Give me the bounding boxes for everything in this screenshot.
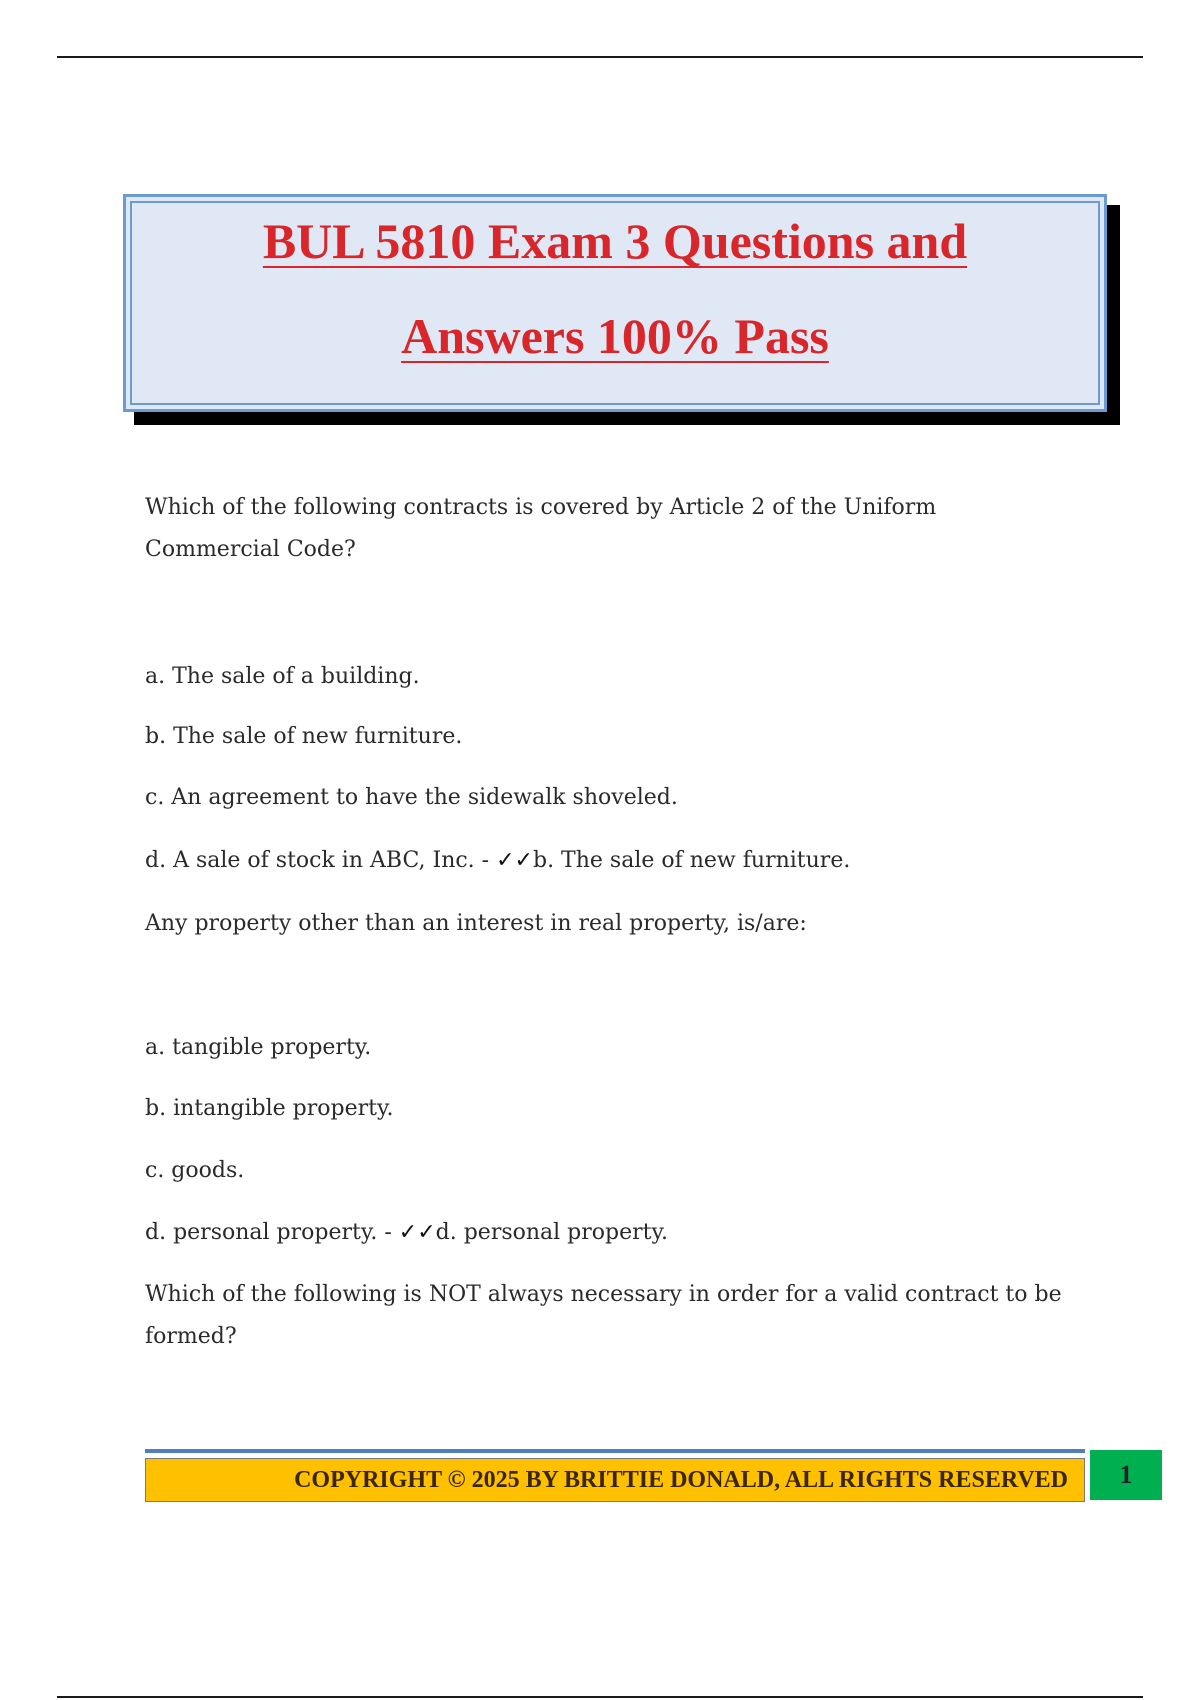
question-2-option-a: a. tangible property. <box>145 1035 372 1060</box>
check-mark-icon: ✓✓ <box>398 1220 436 1245</box>
question-2-answer: d. personal property. <box>435 1220 668 1245</box>
check-mark-icon: ✓✓ <box>496 848 533 873</box>
question-1-option-d-text: d. A sale of stock in ABC, Inc. - <box>145 848 497 873</box>
question-1-option-c: c. An agreement to have the sidewalk shoveled. <box>145 785 678 810</box>
question-2-option-b: b. intangible property. <box>145 1096 394 1121</box>
question-2-option-d <box>145 1212 1075 1254</box>
question-1-option-a: a. The sale of a building. <box>145 664 420 689</box>
question-2-option-d-text: d. personal property. - <box>145 1220 399 1245</box>
question-1-option-b: b. The sale of new furniture. <box>145 724 463 749</box>
footer-divider <box>145 1449 1085 1453</box>
question-2-text: Any property other than an interest in real property, is/are: <box>145 911 807 936</box>
copyright-bar: COPYRIGHT © 2025 BY BRITTIE DONALD, ALL RIGHTS RESERVED <box>145 1458 1085 1502</box>
document-title-line-1: BUL 5810 Exam 3 Questions and <box>262 213 968 269</box>
document-title-line-2: Answers 100% Pass <box>401 308 829 364</box>
question-1-option-d <box>145 840 1075 882</box>
question-1-text: Which of the following contracts is covered by Article 2 of the Uniform Commercial Code? <box>145 495 937 562</box>
title-box <box>123 194 1107 412</box>
top-rule <box>57 56 1143 58</box>
question-1-answer: b. The sale of new furniture. <box>532 848 851 873</box>
page-number-badge: 1 <box>1090 1450 1162 1500</box>
question-3-text: Which of the following is NOT always necessary in order for a valid contract to be formed? <box>145 1282 1062 1349</box>
question-2-option-c: c. goods. <box>145 1158 245 1183</box>
bottom-rule <box>57 1696 1143 1698</box>
